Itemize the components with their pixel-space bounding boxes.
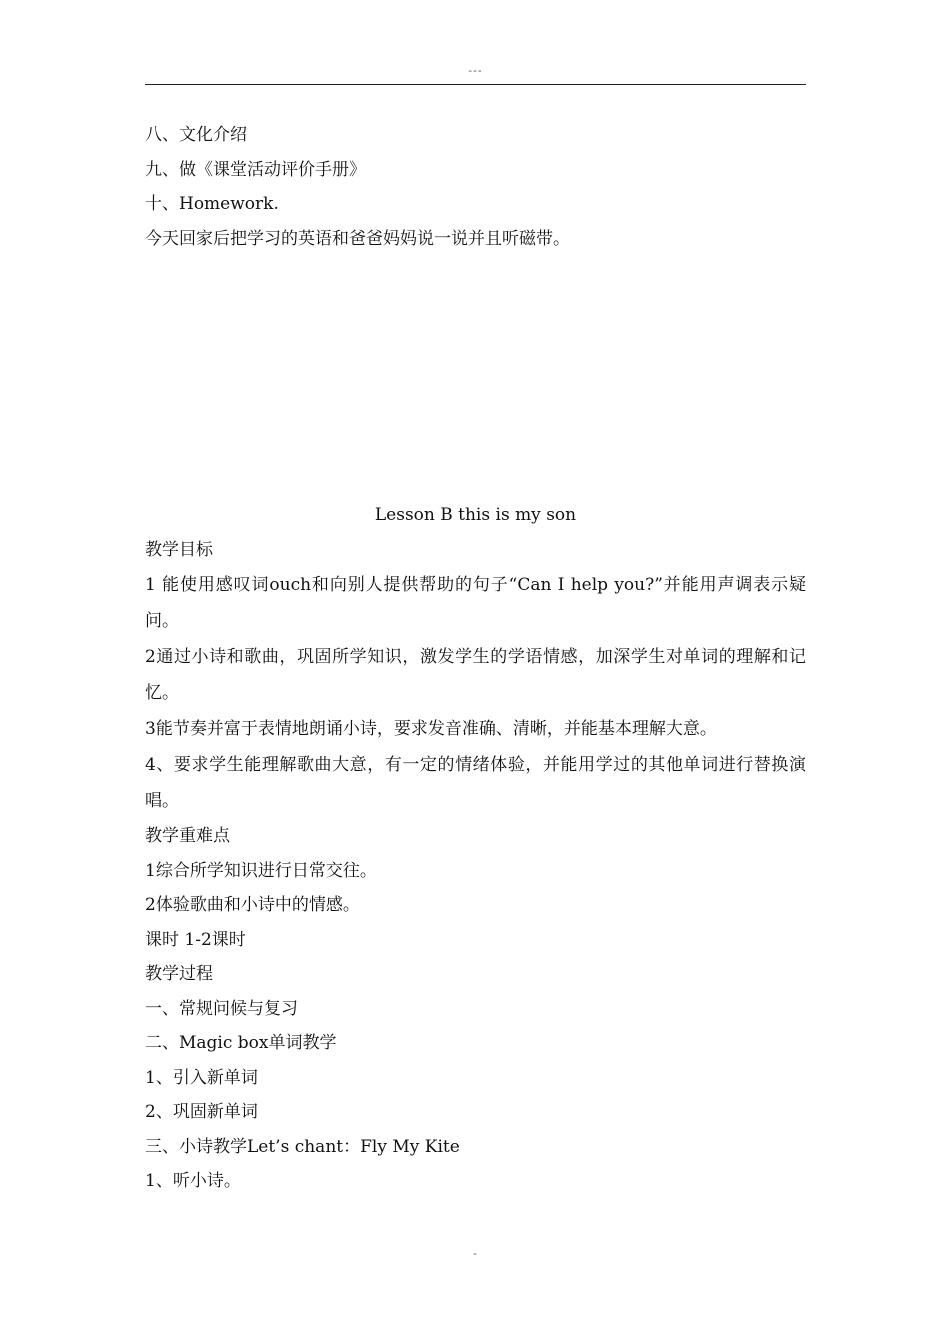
class-periods: 课时 1-2课时 — [145, 929, 246, 950]
process-item: 1、听小诗。 — [145, 1171, 241, 1191]
objective-item: 4、要求学生能理解歌曲大意，有一定的情绪体验，并能用学过的其他单词进行替换演唱。 — [145, 755, 806, 811]
homework-text: 今天回家后把学习的英语和爸爸妈妈说一说并且听磁带。 — [145, 228, 570, 249]
page-header — [145, 62, 806, 85]
list-item-handbook: 九、做《课堂活动评价手册》 — [145, 159, 366, 180]
objective-item: 2通过小诗和歌曲，巩固所学知识，激发学生的学语情感，加深学生对单词的理解和记忆。 — [145, 647, 806, 703]
objective-item: 1 能使用感叹词ouch和向别人提供帮助的句子“Can I help you?”并能用声调表示疑问。 — [145, 575, 806, 631]
process-item: 一、常规问候与复习 — [145, 998, 298, 1019]
objectives-heading: 教学目标 — [145, 539, 213, 560]
objective-item: 3能节奏并富于表情地朗诵小诗，要求发音准确、清晰，并能基本理解大意。 — [145, 719, 717, 739]
blank-space — [145, 256, 806, 498]
key-points-heading: 教学重难点 — [145, 826, 230, 846]
list-item-culture: 八、文化介绍 — [145, 125, 247, 145]
process-item: 2、巩固新单词 — [145, 1102, 258, 1122]
list-item-homework: 十、Homework. — [145, 194, 279, 214]
page-footer: - — [473, 1247, 477, 1260]
process-item: 三、小诗教学Let’s chant：Fly My Kite — [145, 1136, 460, 1157]
document-body — [145, 118, 806, 1199]
key-point-item: 1综合所学知识进行日常交往。 — [145, 860, 377, 881]
process-item: 二、Magic box单词教学 — [145, 1033, 337, 1053]
process-item: 1、引入新单词 — [145, 1067, 258, 1088]
key-point-item: 2体验歌曲和小诗中的情感。 — [145, 895, 360, 915]
lesson-title: Lesson B this is my son — [374, 505, 577, 525]
process-heading: 教学过程 — [145, 964, 213, 984]
header-mark: --- — [468, 64, 483, 77]
